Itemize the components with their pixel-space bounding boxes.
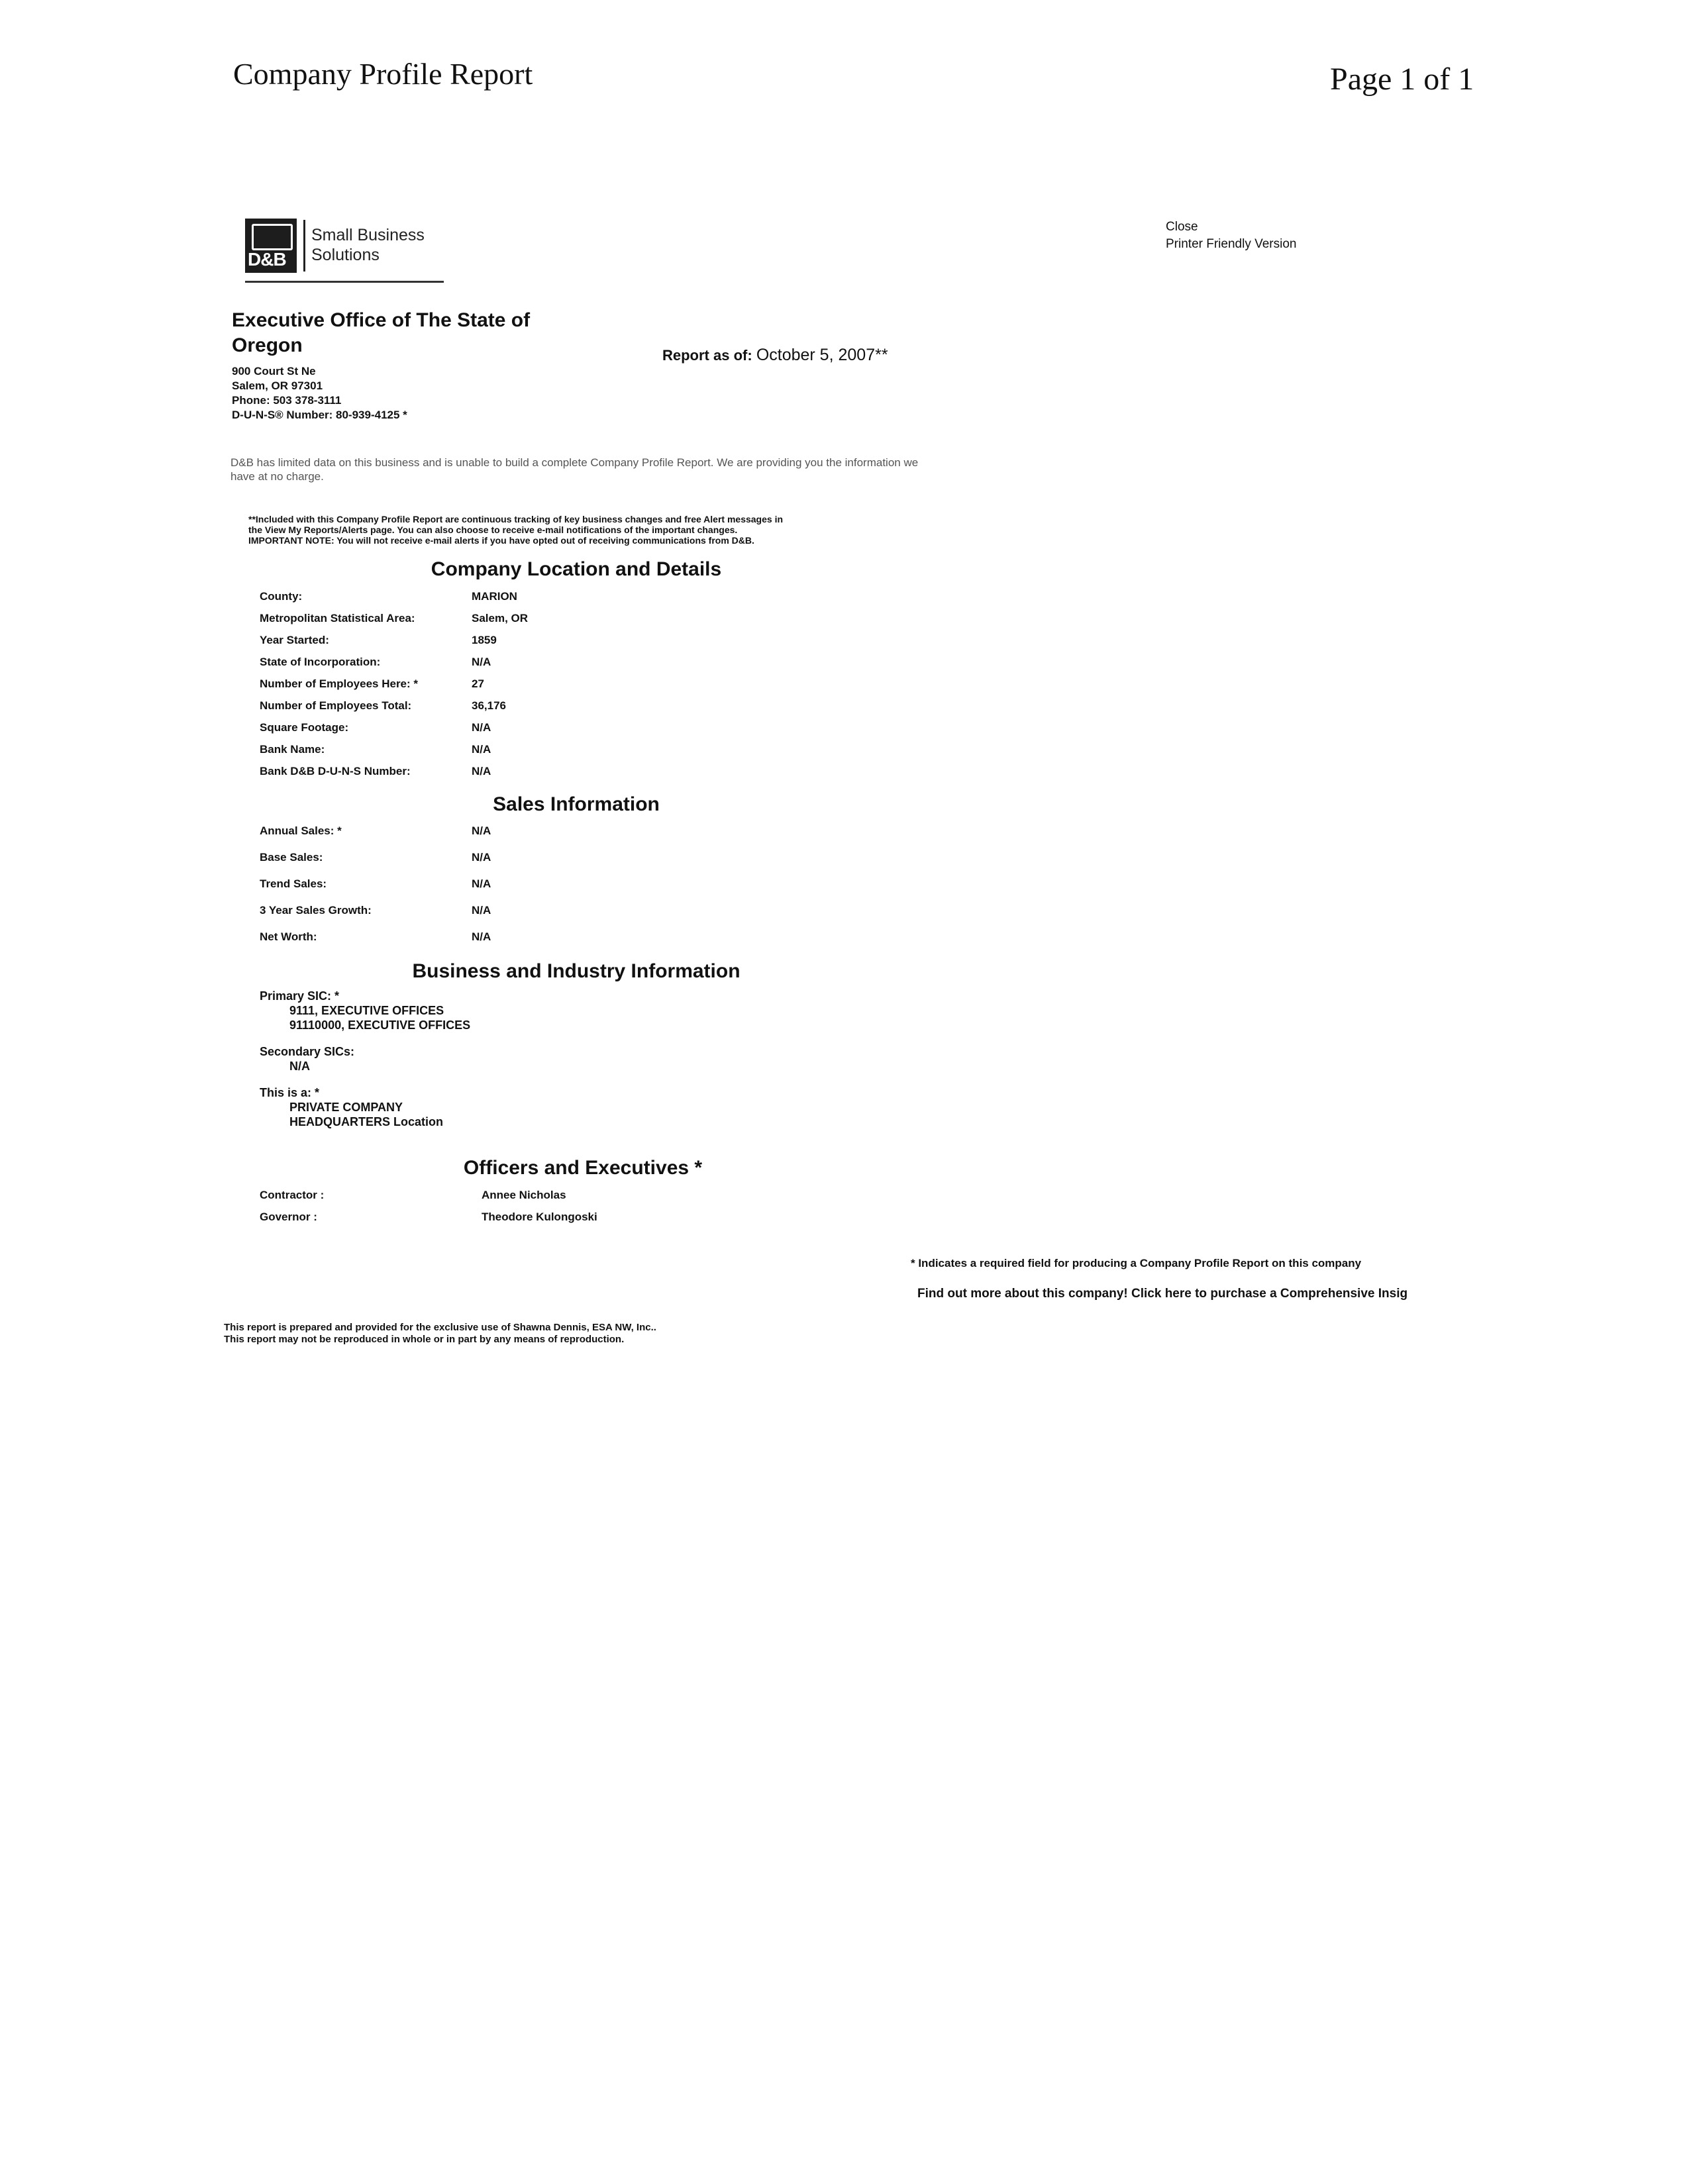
detail-value: MARION xyxy=(472,590,517,603)
secondary-sic-value: N/A xyxy=(289,1060,310,1073)
required-field-note: * Indicates a required field for producing a Company Profile Report on this company xyxy=(911,1257,1362,1269)
purchase-report-link[interactable]: Find out more about this company! Click here to purchase a Comprehensive Insig xyxy=(917,1287,1408,1301)
officers-list xyxy=(260,1189,657,1242)
sales-details xyxy=(260,824,657,957)
section-title-location: Company Location and Details xyxy=(431,558,722,580)
company-name-line2: Oregon xyxy=(232,334,303,356)
sales-value: N/A xyxy=(472,877,491,890)
report-date-label: Report as of: xyxy=(662,347,752,364)
detail-value: N/A xyxy=(472,765,491,777)
detail-label: Year Started: xyxy=(260,634,329,646)
logo-emblem-icon xyxy=(252,224,293,250)
sales-label: Trend Sales: xyxy=(260,877,327,890)
detail-label: Number of Employees Here: * xyxy=(260,677,419,690)
detail-label: Bank Name: xyxy=(260,743,325,756)
close-link[interactable]: Close xyxy=(1166,220,1198,234)
address-line1: 900 Court St Ne xyxy=(232,365,316,377)
company-type-value: HEADQUARTERS Location xyxy=(289,1115,444,1128)
company-type-label: This is a: * xyxy=(260,1086,320,1099)
officer-title: Contractor : xyxy=(260,1189,325,1201)
limited-data-notice: D&B has limited data on this business and is unable to build a complete Company Profile Report. We are providing you the information we have at no charge. xyxy=(230,456,919,483)
page-number: Page 1 of 1 xyxy=(1330,62,1474,97)
secondary-sic-group xyxy=(260,1044,470,1073)
footer-line2: This report may not be reproduced in whole or in part by any means of reproduction. xyxy=(224,1334,625,1345)
officer-name: Theodore Kulongoski xyxy=(482,1211,597,1223)
sales-label: 3 Year Sales Growth: xyxy=(260,904,372,917)
report-footer xyxy=(224,1322,656,1346)
primary-sic-value: 9111, EXECUTIVE OFFICES xyxy=(289,1004,444,1017)
company-address xyxy=(232,364,407,422)
detail-label: Bank D&B D-U-N-S Number: xyxy=(260,765,411,777)
logo-underline xyxy=(245,281,444,283)
primary-sic-label: Primary SIC: * xyxy=(260,989,340,1003)
primary-sic-group xyxy=(260,989,470,1032)
detail-value: N/A xyxy=(472,743,491,756)
sales-label: Net Worth: xyxy=(260,930,317,943)
footer-line1: This report is prepared and provided for the exclusive use of Shawna Dennis, ESA NW, Inc.. xyxy=(224,1322,656,1333)
address-line2: Salem, OR 97301 xyxy=(232,379,323,392)
alerts-fine-print xyxy=(248,514,897,546)
detail-label: State of Incorporation: xyxy=(260,656,381,668)
sales-label: Annual Sales: * xyxy=(260,824,342,837)
duns-number: D-U-N-S® Number: 80-939-4125 * xyxy=(232,409,407,421)
printer-friendly-link[interactable]: Printer Friendly Version xyxy=(1166,237,1297,251)
sales-value: N/A xyxy=(472,904,491,917)
report-title: Company Profile Report xyxy=(233,57,533,91)
detail-value: 1859 xyxy=(472,634,497,646)
phone: Phone: 503 378-3111 xyxy=(232,394,342,407)
section-title-business: Business and Industry Information xyxy=(412,960,741,982)
report-date xyxy=(662,346,888,365)
detail-label: County: xyxy=(260,590,303,603)
detail-value: 36,176 xyxy=(472,699,506,712)
sales-label: Base Sales: xyxy=(260,851,323,864)
primary-sic-value: 91110000, EXECUTIVE OFFICES xyxy=(289,1018,471,1032)
dnb-logo xyxy=(245,219,444,285)
logo-brand: D&B xyxy=(248,249,286,270)
company-name-line1: Executive Office of The State of xyxy=(232,309,531,331)
officer-name: Annee Nicholas xyxy=(482,1189,566,1201)
fine-print-line2: the View My Reports/Alerts page. You can also choose to receive e-mail notifications of the important changes. xyxy=(248,524,738,535)
logo-text xyxy=(311,225,425,265)
sales-value: N/A xyxy=(472,930,491,943)
company-type-value: PRIVATE COMPANY xyxy=(289,1101,403,1114)
officer-row xyxy=(260,1189,566,1202)
logo-divider xyxy=(303,220,305,272)
officer-row xyxy=(260,1211,597,1224)
section-title-sales: Sales Information xyxy=(493,793,660,815)
detail-value: N/A xyxy=(472,656,491,668)
dnb-logo-mark xyxy=(245,219,297,273)
logo-text-line1: Small Business xyxy=(311,226,425,244)
detail-label: Metropolitan Statistical Area: xyxy=(260,612,415,624)
officer-title: Governor : xyxy=(260,1211,317,1223)
location-details xyxy=(260,590,657,789)
secondary-sic-label: Secondary SICs: xyxy=(260,1045,355,1058)
company-name xyxy=(232,308,576,358)
section-title-officers: Officers and Executives * xyxy=(463,1157,703,1179)
business-details xyxy=(260,989,470,1141)
fine-print-line3: IMPORTANT NOTE: You will not receive e-mail alerts if you have opted out of receiving communications from D&B. xyxy=(248,535,754,546)
top-links xyxy=(1166,219,1296,253)
detail-value: Salem, OR xyxy=(472,612,529,624)
detail-value: 27 xyxy=(472,677,484,690)
fine-print-line1: **Included with this Company Profile Report are continuous tracking of key business changes and free Alert messages in xyxy=(248,514,784,524)
report-date-value: October 5, 2007** xyxy=(756,346,888,364)
sales-value: N/A xyxy=(472,851,491,864)
detail-value: N/A xyxy=(472,721,491,734)
logo-text-line2: Solutions xyxy=(311,246,380,264)
detail-label: Square Footage: xyxy=(260,721,349,734)
company-type-group xyxy=(260,1085,470,1129)
detail-label: Number of Employees Total: xyxy=(260,699,412,712)
sales-value: N/A xyxy=(472,824,491,837)
